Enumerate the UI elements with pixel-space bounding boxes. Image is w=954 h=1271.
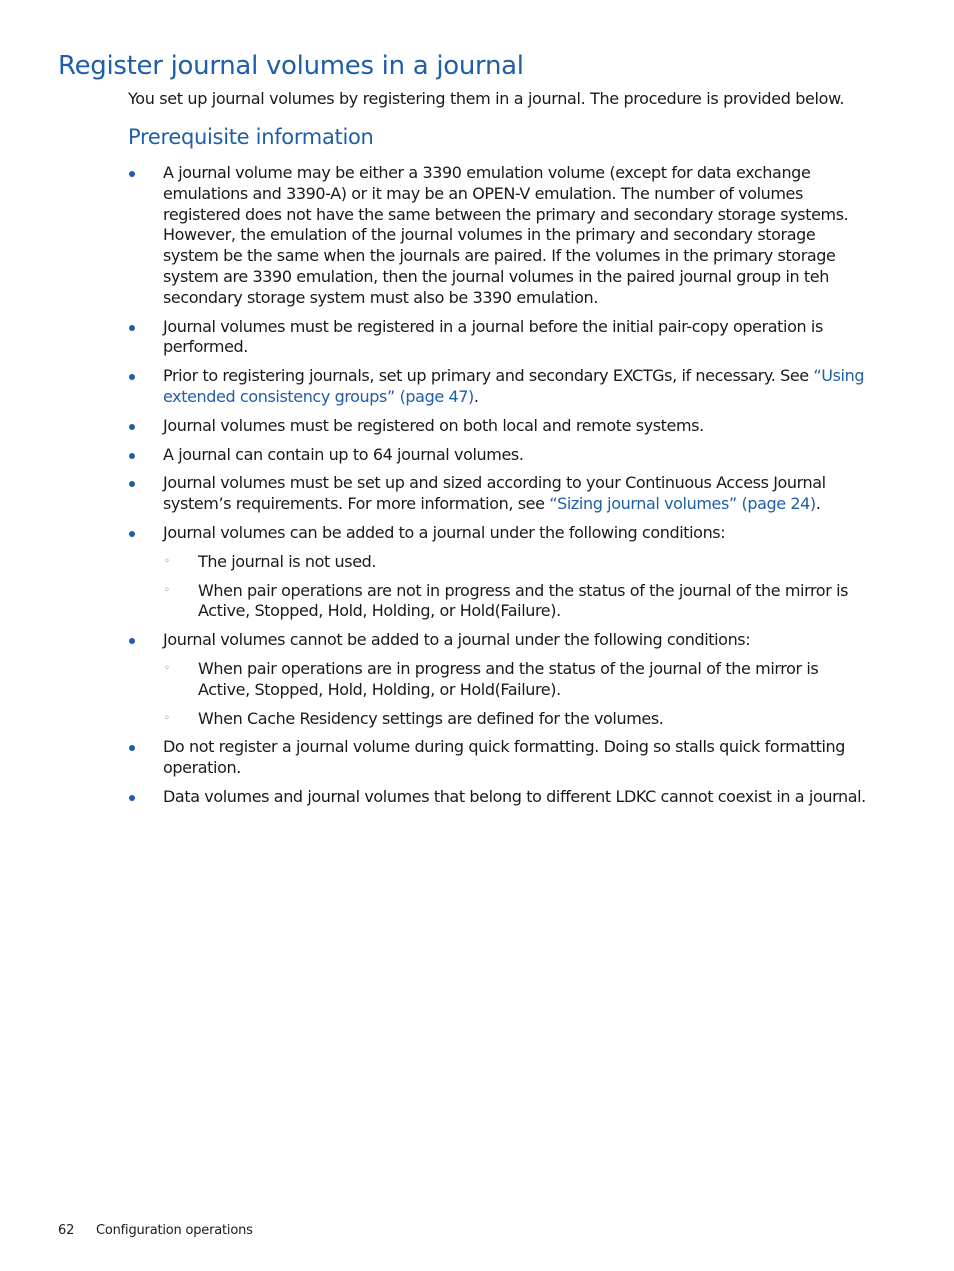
list-item xyxy=(128,737,873,779)
sub-list-item-text: When Cache Residency settings are defined for the volumes. xyxy=(198,708,664,728)
sub-list-item-text: The journal is not used. xyxy=(198,551,377,571)
circle-bullet-icon: ◦ xyxy=(164,662,170,674)
page-title: Register journal volumes in a journal xyxy=(58,51,524,81)
list-item xyxy=(128,523,873,622)
link-extended-consistency-groups[interactable]: “Using extended consistency groups” (page 47) xyxy=(163,366,865,406)
sub-list xyxy=(163,659,873,729)
prerequisite-list xyxy=(128,163,873,816)
list-item-text: A journal can contain up to 64 journal volumes. xyxy=(163,444,524,464)
bullet-icon xyxy=(129,638,135,644)
list-item-text: Journal volumes cannot be added to a journal under the following conditions: xyxy=(163,630,751,650)
sub-list-item-text: When pair operations are in progress and the status of the journal of the mirror is Active, Stopped, Hold, Holding, or Hold(Failure). xyxy=(198,658,819,699)
list-item xyxy=(128,445,873,466)
list-item-text-end: . xyxy=(815,494,821,514)
list-item xyxy=(128,473,873,515)
list-item-text-end: . xyxy=(473,386,479,406)
bullet-icon xyxy=(129,424,135,430)
intro-paragraph: You set up journal volumes by registering them in a journal. The procedure is provided below. xyxy=(128,89,845,108)
sub-list-item xyxy=(163,552,873,573)
footer-section-title: Configuration operations xyxy=(96,1223,253,1238)
sub-list-item xyxy=(163,581,873,623)
list-item-text: Data volumes and journal volumes that belong to different LDKC cannot coexist in a journal. xyxy=(163,786,866,806)
bullet-icon xyxy=(129,453,135,459)
list-item-text: Do not register a journal volume during quick formatting. Doing so stalls quick formatting operation. xyxy=(163,737,846,778)
list-item xyxy=(128,416,873,437)
sub-list-item-text: When pair operations are not in progress and the status of the journal of the mirror is Active, Stopped, Hold, Holding, or Hold(Failure). xyxy=(198,580,849,621)
list-item-text: Journal volumes must be registered on both local and remote systems. xyxy=(163,415,704,435)
bullet-icon xyxy=(129,481,135,487)
list-item xyxy=(128,787,873,808)
circle-bullet-icon: ◦ xyxy=(164,712,170,724)
bullet-icon xyxy=(129,745,135,751)
page-number: 62 xyxy=(58,1223,75,1238)
bullet-icon xyxy=(129,374,135,380)
bullet-icon xyxy=(129,795,135,801)
list-item-text: Journal volumes must be set up and sized according to your Continuous Access Journal system’s requirements. For more information, see xyxy=(163,473,826,514)
section-title: Prerequisite information xyxy=(128,125,374,149)
bullet-icon xyxy=(129,531,135,537)
sub-list xyxy=(163,552,873,622)
list-item-text: Prior to registering journals, set up primary and secondary EXCTGs, if necessary. See xyxy=(163,366,814,386)
bullet-icon xyxy=(129,325,135,331)
page-footer xyxy=(58,1223,253,1238)
sub-list-item xyxy=(163,709,873,730)
bullet-icon xyxy=(129,171,135,177)
link-sizing-journal-volumes[interactable]: “Sizing journal volumes” (page 24) xyxy=(549,494,816,514)
list-item xyxy=(128,163,873,309)
list-item-text: Journal volumes must be registered in a journal before the initial pair-copy operation is performed. xyxy=(163,316,823,357)
circle-bullet-icon: ◦ xyxy=(164,584,170,596)
sub-list-item xyxy=(163,659,873,701)
list-item xyxy=(128,317,873,359)
list-item-text: Journal volumes can be added to a journal under the following conditions: xyxy=(163,522,726,542)
list-item xyxy=(128,630,873,729)
circle-bullet-icon: ◦ xyxy=(164,555,170,567)
list-item xyxy=(128,366,873,408)
list-item-text: A journal volume may be either a 3390 emulation volume (except for data exchange emulations and 3390-A) or it may be an OPEN-V emulation. The number of volumes registered does not have the same between the primary and secondary storage systems. However, the emulation of the journal volumes in the primary and secondary storage system be the same when the journals are paired. If the volumes in the primary storage system are 3390 emulation, then the journal volumes in the paired journal group in teh secondary storage system must also be 3390 emulation. xyxy=(163,163,849,307)
